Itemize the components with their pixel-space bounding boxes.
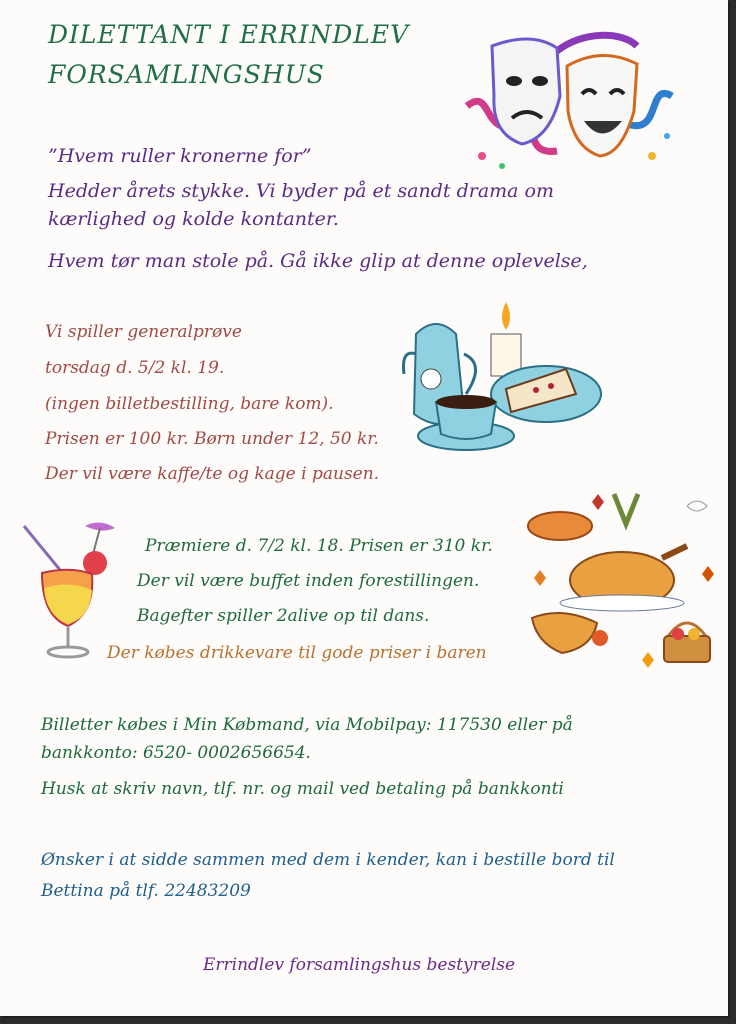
theater-masks-icon xyxy=(462,26,677,176)
tickets-line1: Billetter købes i Min Købmand, via Mobilpay: 117530 eller på xyxy=(41,715,573,735)
premiere-line1: Præmiere d. 7/2 kl. 18. Prisen er 310 kr. xyxy=(145,536,493,556)
premiere-line4: Der købes drikkevare til gode priser i baren xyxy=(107,643,487,663)
rehearsal-line1: Vi spiller generalprøve xyxy=(45,322,242,342)
seating-line2: Bettina på tlf. 22483209 xyxy=(41,881,251,901)
rehearsal-line4: Prisen er 100 kr. Børn under 12, 50 kr. xyxy=(45,429,379,449)
signature: Errindlev forsamlingshus bestyrelse xyxy=(203,955,516,975)
tickets-line3: Husk at skriv navn, tlf. nr. og mail ved betaling på bankkonti xyxy=(41,779,564,799)
page-title-line1: DILETTANT I ERRINDLEV xyxy=(48,20,410,49)
play-title: ”Hvem ruller kronerne for” xyxy=(48,145,312,167)
tickets-line2: bankkonto: 6520- 0002656654. xyxy=(41,743,311,763)
premiere-line3: Bagefter spiller 2alive op til dans. xyxy=(137,606,430,626)
seating-line1: Ønsker i at sidde sammen med dem i kender, kan i bestille bord til xyxy=(41,850,615,870)
cocktail-icon xyxy=(20,518,120,660)
harvest-feast-icon xyxy=(522,488,722,672)
rehearsal-line2: torsdag d. 5/2 kl. 19. xyxy=(45,358,225,378)
play-description-line1: Hedder årets stykke. Vi byder på et sandt drama om xyxy=(48,180,554,202)
page-title-line2: FORSAMLINGSHUS xyxy=(48,60,325,89)
coffee-cake-icon xyxy=(396,294,606,462)
rehearsal-line5: Der vil være kaffe/te og kage i pausen. xyxy=(45,464,380,484)
play-teaser: Hvem tør man stole på. Gå ikke glip at denne oplevelse, xyxy=(48,250,588,272)
rehearsal-line3: (ingen billetbestilling, bare kom). xyxy=(45,394,334,414)
premiere-line2: Der vil være buffet inden forestillingen. xyxy=(137,571,480,591)
play-description-line2: kærlighed og kolde kontanter. xyxy=(48,208,339,230)
